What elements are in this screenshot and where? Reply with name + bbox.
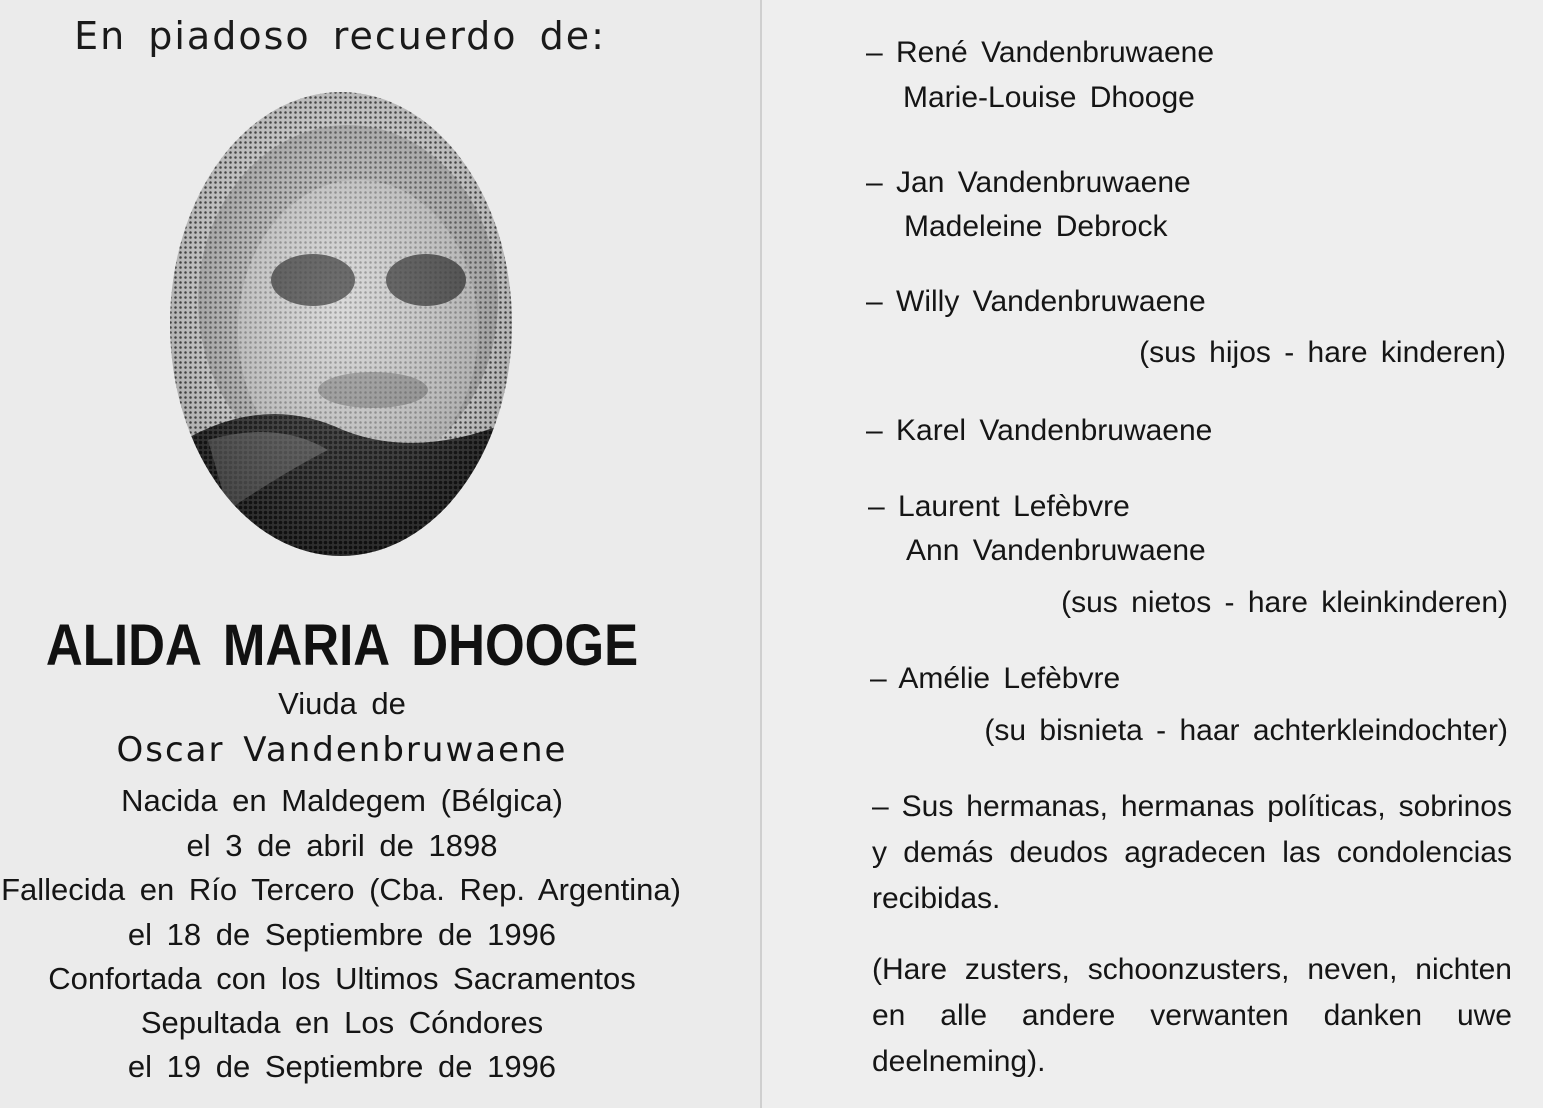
family-entry-1-line1: – René Vandenbruwaene <box>866 36 1215 69</box>
husband-name: Oscar Vandenbruwaene <box>116 730 568 770</box>
relation-grandchildren: (sus nietos - hare kleinkinderen) <box>1061 586 1508 619</box>
thanks-dutch: (Hare zusters, schoonzusters, neven, nichten en alle andere verwanten danken uwe deelneming). <box>872 953 1512 1078</box>
birth-place: Nacida en Maldegem (Bélgica) <box>121 783 563 818</box>
family-entry-1-line2: Marie-Louise Dhooge <box>903 81 1195 114</box>
family-entry-5-line1: – Laurent Lefèbvre <box>868 490 1130 523</box>
portrait-photo <box>168 90 514 558</box>
relation-great-granddaughter: (su bisnieta - haar achterkleindochter) <box>984 714 1508 747</box>
family-entry-5-line2: Ann Vandenbruwaene <box>906 534 1206 567</box>
thanks-spanish: – Sus hermanas, hermanas políticas, sobrinos y demás deudos agradecen las condolencias recibidas. <box>872 790 1512 915</box>
memorial-heading: En piadoso recuerdo de: <box>74 14 606 58</box>
birth-date: el 3 de abril de 1898 <box>186 828 498 863</box>
family-entry-2-line1: – Jan Vandenbruwaene <box>866 166 1191 199</box>
family-entry-2-line2: Madeleine Debrock <box>904 210 1168 243</box>
burial-date: el 19 de Septiembre de 1996 <box>127 1049 557 1084</box>
deceased-name: ALIDA MARIA DHOOGE <box>45 613 639 678</box>
family-entry-4-line1: – Karel Vandenbruwaene <box>866 414 1213 447</box>
family-entry-6-line1: – Amélie Lefèbvre <box>870 662 1121 695</box>
burial-place: Sepultada en Los Cóndores <box>140 1005 544 1040</box>
relation-children: (sus hijos - hare kinderen) <box>1139 336 1506 369</box>
family-entry-3-line1: – Willy Vandenbruwaene <box>866 285 1206 318</box>
death-date: el 18 de Septiembre de 1996 <box>127 917 557 952</box>
widow-of-label: Viuda de <box>278 686 406 721</box>
death-place: Fallecida en Río Tercero (Cba. Rep. Argentina) <box>1 872 681 907</box>
sacraments-line: Confortada con los Ultimos Sacramentos <box>48 961 636 996</box>
